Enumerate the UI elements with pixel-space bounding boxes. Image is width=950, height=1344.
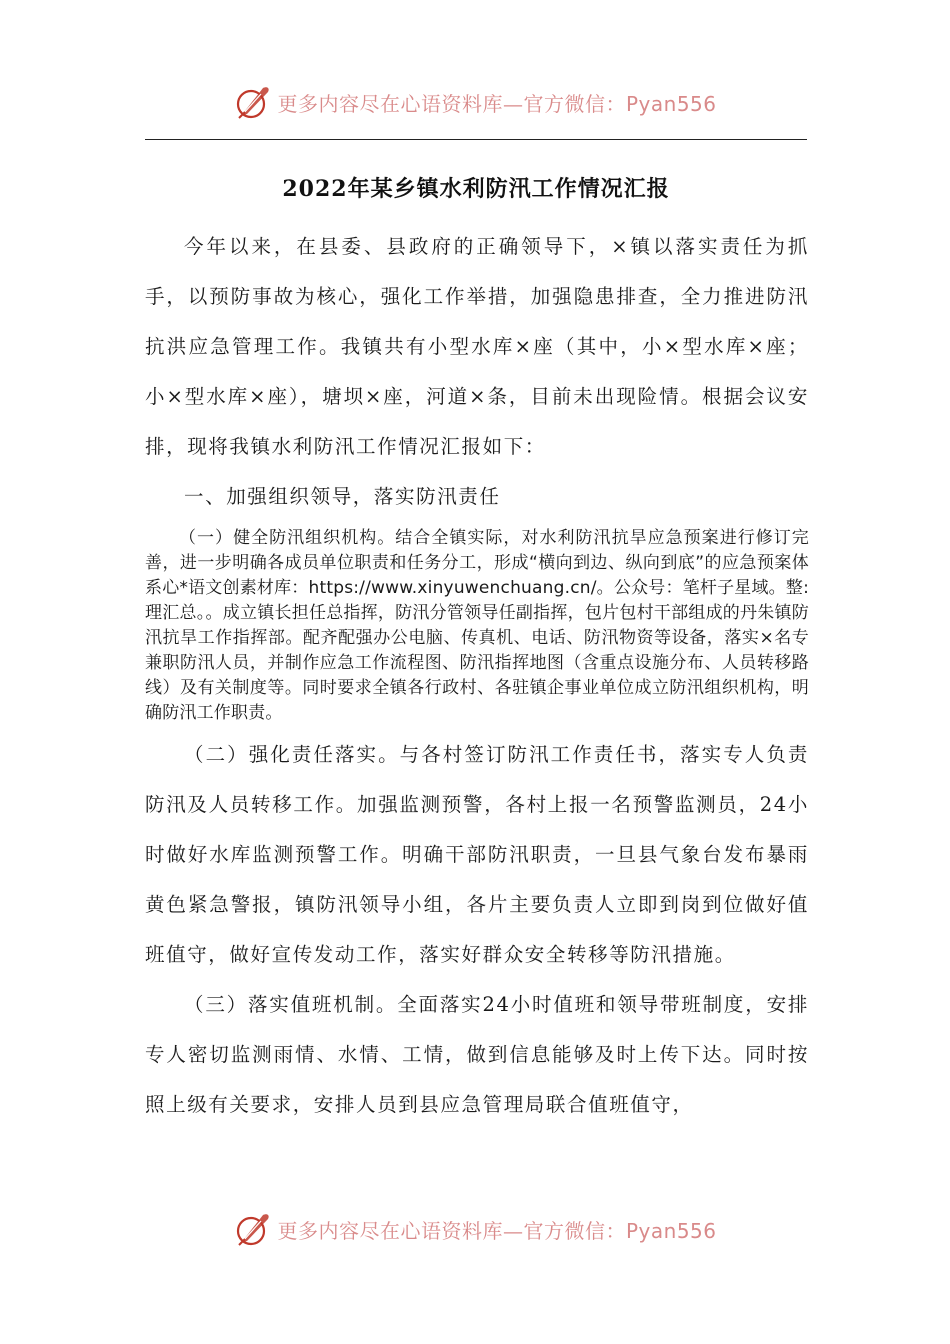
watermark-text: 更多内容尽在心语资料库—官方微信：Pyan556: [277, 91, 717, 116]
watermark-text: 更多内容尽在心语资料库—官方微信：Pyan556: [277, 1218, 717, 1243]
footer-watermark: [0, 1207, 950, 1251]
feather-pen-logo-icon: [233, 1209, 273, 1249]
page-title: 2022年某乡镇水利防汛工作情况汇报: [282, 176, 670, 202]
feather-pen-logo-icon: [233, 82, 273, 122]
paragraph-1: （一）健全防汛组织机构。结合全镇实际，对水利防汛抗旱应急预案进行修订完善，进一步明确各成员单位职责和任务分工，形成“横向到边、纵向到底”的应急预案体系心*语文创素材库：https://www.xinyuwenchuang.cn/。公众号：笔杆子星域。整:理汇总。。成立镇长担任总指挥，防汛分管领导任副指挥，包片包村干部组成的丹朱镇防汛抗旱工作指挥部。配齐配强办公电脑、传真机、电话、防汛物资等设备，落实×名专兼职防汛人员，并制作应急工作流程图、防汛指挥地图（含重点设施分布、人员转移路线）及有关制度等。同时要求全镇各行政村、各驻镇企事业单位成立防汛组织机构，明确防汛工作职责。: [145, 528, 809, 723]
wechat-id: Pyan556: [625, 1218, 717, 1243]
document-body: [145, 222, 809, 1130]
wechat-id: Pyan556: [625, 91, 717, 116]
paragraph-3: （三）落实值班机制。全面落实24小时值班和领导带班制度，安排专人密切监测雨情、水情、工情，做到信息能够及时上传下达。同时按照上级有关要求，安排人员到县应急管理局联合值班值守，: [145, 993, 809, 1116]
paragraph-2: （二）强化责任落实。与各村签订防汛工作责任书，落实专人负责防汛及人员转移工作。加强监测预警，各村上报一名预警监测员，24小时做好水库监测预警工作。明确干部防汛职责，一旦县气象台发布暴雨黄色紧急警报，镇防汛领导小组，各片主要负责人立即到岗到位做好值班值守，做好宣传发动工作，落实好群众安全转移等防汛措施。: [145, 743, 809, 966]
section-heading-1: 一、加强组织领导，落实防汛责任: [184, 485, 501, 508]
header-divider: [145, 139, 807, 140]
intro-paragraph: 今年以来，在县委、县政府的正确领导下，×镇以落实责任为抓手，以预防事故为核心，强化工作举措，加强隐患排查，全力推进防汛抗洪应急管理工作。我镇共有小型水库×座（其中，小×型水库×座；小×型水库×座），塘坝×座，河道×条，目前未出现险情。根据会议安排，现将我镇水利防汛工作情况汇报如下：: [145, 235, 809, 458]
header-watermark: [0, 80, 950, 124]
